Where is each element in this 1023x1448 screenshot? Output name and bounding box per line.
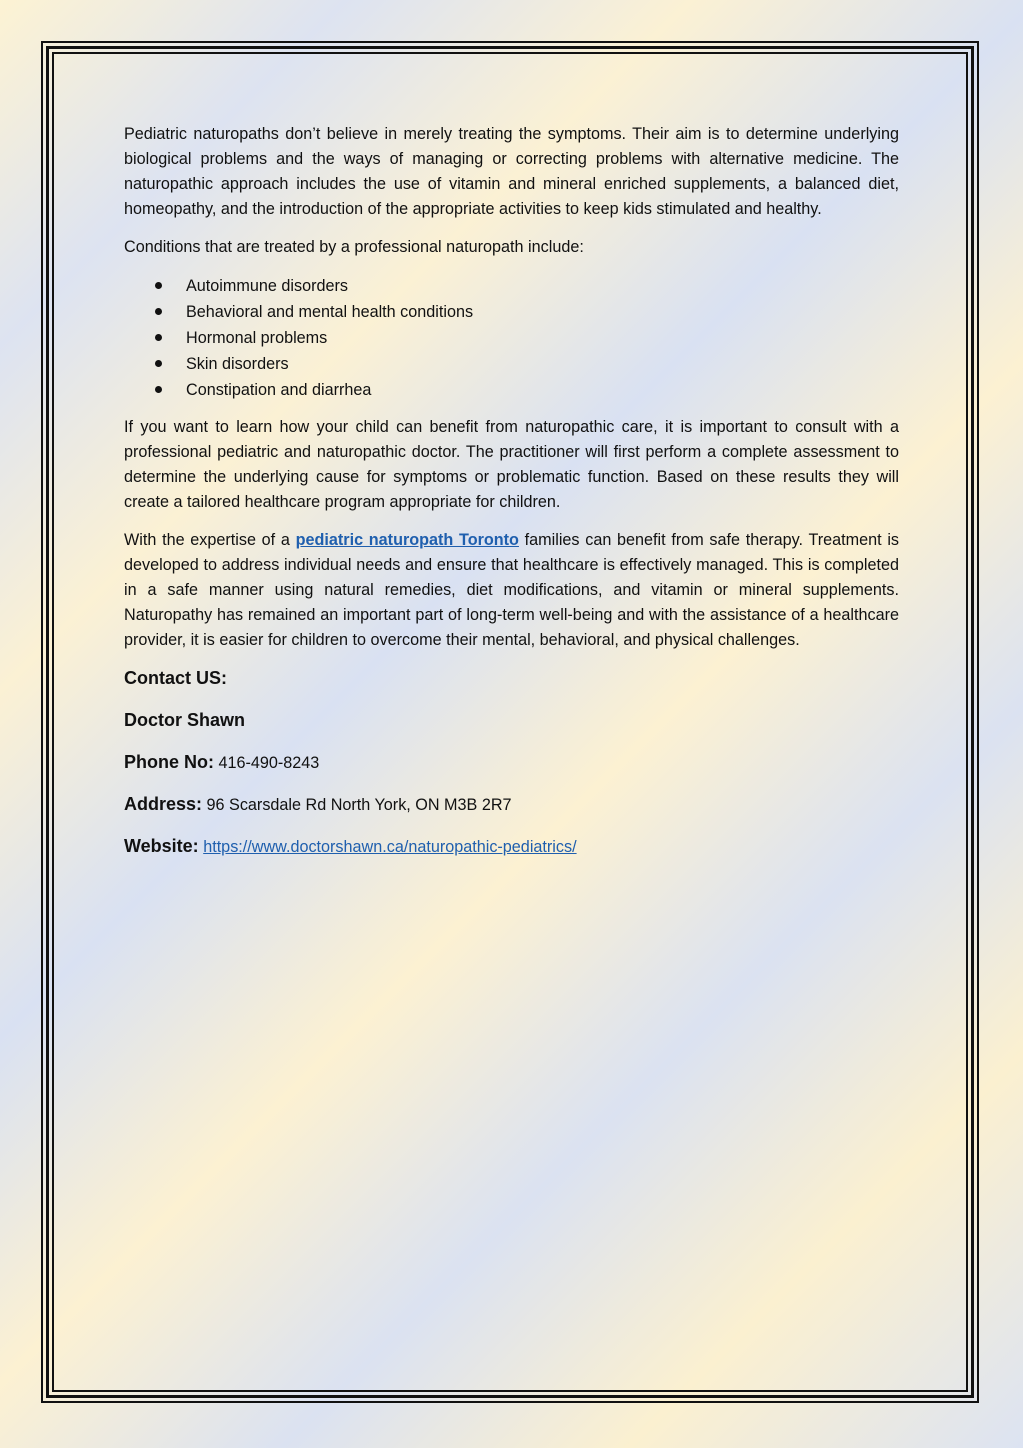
bullet-icon bbox=[155, 360, 162, 367]
bullet-icon bbox=[155, 386, 162, 393]
list-item-text: Skin disorders bbox=[186, 355, 289, 373]
contact-website bbox=[124, 834, 899, 860]
list-item-text: Hormonal problems bbox=[186, 329, 328, 347]
bullet-icon bbox=[155, 308, 162, 315]
contact-heading bbox=[124, 666, 899, 692]
phone-label: Phone No: bbox=[124, 752, 214, 772]
address-label: Address: bbox=[124, 794, 203, 814]
list-item bbox=[124, 351, 899, 377]
list-item bbox=[124, 273, 899, 299]
phone-value: 416-490-8243 bbox=[218, 754, 320, 772]
address-value: 96 Scarsdale Rd North York, ON M3B 2R7 bbox=[206, 796, 512, 814]
list-item-text: Behavioral and mental health conditions bbox=[186, 303, 474, 321]
list-item bbox=[124, 325, 899, 351]
list-item bbox=[124, 377, 899, 403]
contact-phone bbox=[124, 750, 899, 776]
contact-address bbox=[124, 792, 899, 818]
bullet-icon bbox=[155, 282, 162, 289]
list-item-text: Constipation and diarrhea bbox=[186, 381, 372, 399]
contact-name bbox=[124, 708, 899, 734]
consultation-paragraph: If you want to learn how your child can benefit from naturopathic care, it is important to consult with a professional pediatric and naturopathic doctor. The practitioner will first perform a complete assessment to determine the underlying cause for symptoms or problematic function. Based on these results they will create a tailored healthcare program appropriate for children. bbox=[124, 418, 899, 511]
conditions-list bbox=[124, 273, 899, 403]
expertise-text-start: With the expertise of a bbox=[124, 531, 296, 549]
pediatric-naturopath-toronto-link[interactable]: pediatric naturopath Toronto bbox=[295, 531, 519, 549]
contact-heading-label: Contact US: bbox=[124, 668, 227, 688]
expertise-paragraph bbox=[124, 528, 899, 653]
expertise-text-end: families can benefit from safe therapy. Treatment is developed to address individual needs and ensure that healthcare is effectively managed. This is completed in a safe manner using natural remedies, diet modifications, and vitamin or mineral supplements. Naturopathy has remained an important part of long-term well-being and with the assistance of a healthcare provider, it is easier for children to overcome their mental, behavioral, and physical challenges. bbox=[124, 531, 900, 649]
list-item bbox=[124, 299, 899, 325]
conditions-intro: Conditions that are treated by a professional naturopath include: bbox=[124, 238, 584, 256]
bullet-icon bbox=[155, 334, 162, 341]
website-link[interactable]: https://www.doctorshawn.ca/naturopathic-pediatrics/ bbox=[203, 838, 577, 856]
website-label: Website: bbox=[124, 836, 199, 856]
contact-name-label: Doctor Shawn bbox=[124, 710, 246, 730]
list-item-text: Autoimmune disorders bbox=[186, 277, 348, 295]
document-body bbox=[124, 122, 899, 876]
intro-paragraph: Pediatric naturopaths don’t believe in merely treating the symptoms. Their aim is to determine underlying biological problems and the ways of managing or correcting problems with alternative medicine. The naturopathic approach includes the use of vitamin and mineral enriched supplements, a balanced diet, homeopathy, and the introduction of the appropriate activities to keep kids stimulated and healthy. bbox=[124, 125, 899, 218]
